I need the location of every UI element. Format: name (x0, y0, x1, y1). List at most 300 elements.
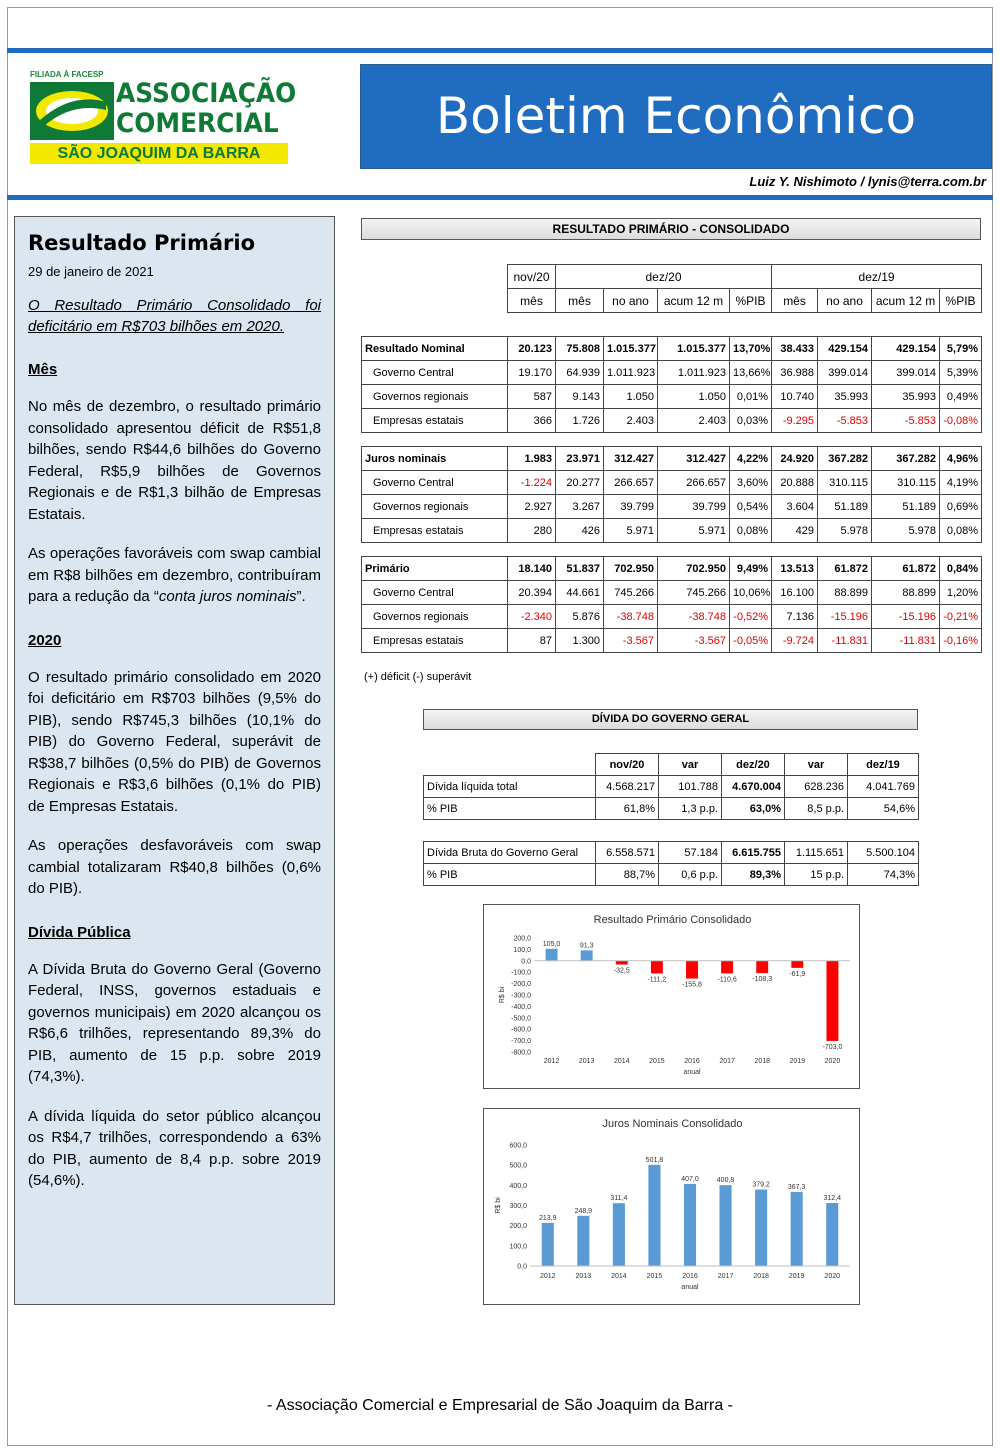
column-header: dez/20 (722, 754, 785, 776)
table-cell: 5.971 (658, 519, 730, 543)
table-cell: 0,08% (730, 519, 772, 543)
y-tick-label: 400,0 (509, 1182, 527, 1190)
period-header: nov/20 (508, 265, 556, 289)
column-header: mês (772, 289, 818, 313)
table-cell: 35.993 (872, 385, 940, 409)
row-label: Governo Central (362, 361, 508, 385)
table-cell: 20.394 (508, 581, 556, 605)
chart-bar (613, 1203, 625, 1266)
chart-bar (616, 961, 628, 965)
x-tick-label: 2015 (646, 1273, 663, 1280)
table-cell: 1.011.923 (658, 361, 730, 385)
chart-bar (546, 949, 558, 961)
table-cell: 15 p.p. (785, 864, 848, 886)
data-label: 248,9 (574, 1207, 593, 1215)
column-header: dez/19 (848, 754, 919, 776)
y-tick-label: 100,0 (513, 946, 531, 954)
table-cell: 1.050 (658, 385, 730, 409)
table-cell: 3.267 (556, 495, 604, 519)
table-cell: -3.567 (658, 629, 730, 653)
table-cell: 426 (556, 519, 604, 543)
y-tick-label: -400,0 (511, 1003, 531, 1011)
y-tick-label: -800,0 (511, 1049, 531, 1057)
year-paragraph-1: O resultado primário consolidado em 2020 foi deficitário em R$703 bilhões (9,5% do PIB), sendo R$745,3 bilhões (10,1% do PIB) do Governo Federal, superávit de R$38,7 bilhões (0,5% do PIB) de Governos Regionais e R$3,6 bilhões (0,1% do PIB) de Empresas Estatais. (28, 668, 321, 815)
table-cell: 75.808 (556, 337, 604, 361)
table-cell: 4.568.217 (596, 776, 659, 798)
y-tick-label: -100,0 (511, 969, 531, 977)
x-tick-label: 2020 (824, 1273, 841, 1280)
table-cell: 745.266 (658, 581, 730, 605)
y-tick-label: 0,0 (517, 1263, 527, 1271)
sidebar-title: Resultado Primário (28, 231, 256, 255)
table-cell: 20.123 (508, 337, 556, 361)
table-cell: 23.971 (556, 447, 604, 471)
table-cell: 57.184 (659, 842, 722, 864)
row-label: Empresas estatais (362, 409, 508, 433)
year-paragraph-2: As operações desfavoráveis com swap cambial totalizaram R$40,8 bilhões (0,6% do PIB). (28, 837, 321, 897)
table-cell: 20.888 (772, 471, 818, 495)
spacer-row (362, 313, 982, 337)
table-cell: -0,16% (940, 629, 982, 653)
table-cell: 54,6% (848, 798, 919, 820)
data-label: 311,4 (610, 1195, 628, 1203)
month-paragraph-2-text: As operações favoráveis com swap cambial em R$8 bilhões em dezembro, contribuíram para a redução da “ (28, 545, 321, 605)
table-cell: 4.670.004 (722, 776, 785, 798)
chart-bar (581, 950, 593, 960)
table-row (362, 361, 982, 385)
table-row (362, 605, 982, 629)
table-cell: 4,96% (940, 447, 982, 471)
header-top-bar (7, 48, 993, 53)
debt-header-row (424, 754, 919, 776)
table-cell: 89,3% (722, 864, 785, 886)
x-tick-label: 2018 (754, 1058, 771, 1065)
table-cell: 9.143 (556, 385, 604, 409)
table-row (362, 471, 982, 495)
month-paragraph-2-emphasis: conta juros nominais (158, 588, 297, 605)
table-cell: 1.015.377 (604, 337, 658, 361)
blank-cell (424, 754, 596, 776)
x-axis-label: anual (681, 1284, 699, 1291)
table-cell: 13,70% (730, 337, 772, 361)
result-period-header-row (362, 265, 982, 289)
x-tick-label: 2019 (788, 1273, 805, 1280)
table-cell: 4,22% (730, 447, 772, 471)
table-cell: 39.799 (604, 495, 658, 519)
table-cell: 35.993 (818, 385, 872, 409)
table-row (362, 385, 982, 409)
column-header: %PIB (940, 289, 982, 313)
spacer-row (362, 433, 982, 447)
table-cell: 1.300 (556, 629, 604, 653)
chart-bar (577, 1216, 589, 1266)
column-header: mês (508, 289, 556, 313)
table-cell: 13.513 (772, 557, 818, 581)
table-cell: 64.939 (556, 361, 604, 385)
debt-paragraph-1: A Dívida Bruta do Governo Geral (Governo Federal, INSS, governos estaduais e governos municipais) em 2020 alcançou os R$6,6 trilhões, representando 89,3% do PIB, aumento de 15 p.p. sobre 2019 (74,3%). (28, 960, 321, 1085)
y-tick-label: 500,0 (509, 1162, 527, 1170)
table-cell: 3.604 (772, 495, 818, 519)
table-cell: -9.295 (772, 409, 818, 433)
data-label: 501,8 (645, 1156, 664, 1164)
data-label: -61,9 (789, 970, 806, 978)
table-cell: 16.100 (772, 581, 818, 605)
column-header: %PIB (730, 289, 772, 313)
nominal-interest-chart (483, 1108, 860, 1305)
table-cell: 19.170 (508, 361, 556, 385)
y-tick-label: -700,0 (511, 1038, 531, 1046)
x-tick-label: 2012 (543, 1058, 560, 1065)
table-cell: 44.661 (556, 581, 604, 605)
table-cell: 310.115 (818, 471, 872, 495)
table-cell: 587 (508, 385, 556, 409)
table-cell: -11.831 (872, 629, 940, 653)
table-row (424, 776, 919, 798)
table-row (362, 557, 982, 581)
table-cell: 1.011.923 (604, 361, 658, 385)
table-cell: 367.282 (818, 447, 872, 471)
data-label: -110,6 (717, 976, 737, 984)
table-cell: 312.427 (658, 447, 730, 471)
x-tick-label: 2015 (649, 1058, 665, 1065)
table-cell: 5,39% (940, 361, 982, 385)
x-tick-label: 2017 (719, 1058, 735, 1065)
table-cell: 8,5 p.p. (785, 798, 848, 820)
row-label: Governo Central (362, 581, 508, 605)
table-cell: 702.950 (658, 557, 730, 581)
column-header: nov/20 (596, 754, 659, 776)
data-label: 407,0 (681, 1175, 699, 1183)
section-heading-year: 2020 (28, 631, 62, 649)
table-cell: 280 (508, 519, 556, 543)
spacer-cell (424, 820, 919, 842)
table-cell: 5,79% (940, 337, 982, 361)
chart-title: Resultado Primário Consolidado (593, 914, 752, 926)
result-column-header-row (362, 289, 982, 313)
table-cell: 745.266 (604, 581, 658, 605)
table-cell: 1.726 (556, 409, 604, 433)
table-cell: 628.236 (785, 776, 848, 798)
section-heading-debt: Dívida Pública (28, 923, 131, 941)
blank-cell (362, 265, 508, 289)
table-cell: -15.196 (872, 605, 940, 629)
table-cell: -0,21% (940, 605, 982, 629)
table-cell: 0,69% (940, 495, 982, 519)
table-cell: 39.799 (658, 495, 730, 519)
table-cell: -5.853 (818, 409, 872, 433)
logo-city: SÃO JOAQUIM DA BARRA (30, 143, 288, 164)
table-cell: 1.983 (508, 447, 556, 471)
table-cell: 101.788 (659, 776, 722, 798)
table-cell: 20.277 (556, 471, 604, 495)
table-row (362, 519, 982, 543)
table-cell: 6.558.571 (596, 842, 659, 864)
table-cell: 5.500.104 (848, 842, 919, 864)
table-cell: -1.224 (508, 471, 556, 495)
table-cell: 266.657 (604, 471, 658, 495)
y-tick-label: 200,0 (509, 1223, 527, 1231)
y-tick-label: -200,0 (511, 981, 531, 989)
table-row (362, 495, 982, 519)
x-tick-label: 2016 (684, 1058, 700, 1065)
x-tick-label: 2014 (613, 1058, 630, 1065)
spacer-cell (362, 433, 982, 447)
data-label: -111,2 (647, 976, 667, 984)
logo-line-2: COMERCIAL (116, 108, 279, 139)
header-bottom-bar (7, 195, 993, 200)
table-cell: 51.189 (818, 495, 872, 519)
table-cell: 399.014 (818, 361, 872, 385)
data-label: 91,3 (579, 942, 594, 950)
table-row (362, 581, 982, 605)
row-label: Governo Central (362, 471, 508, 495)
table-cell: -15.196 (818, 605, 872, 629)
chart-bar (684, 1184, 696, 1266)
column-header: var (785, 754, 848, 776)
author-line: Luiz Y. Nishimoto / lynis@terra.com.br (749, 174, 986, 189)
y-tick-label: 300,0 (509, 1203, 527, 1210)
chart-bar (721, 961, 733, 974)
table-row (362, 337, 982, 361)
table-cell: 0,03% (730, 409, 772, 433)
row-label: % PIB (424, 864, 596, 886)
table-cell: 88.899 (818, 581, 872, 605)
chart-bar (686, 961, 698, 979)
chart-bar (542, 1223, 554, 1266)
table-cell: 399.014 (872, 361, 940, 385)
table-cell: 61,8% (596, 798, 659, 820)
table-cell: 6.615.755 (722, 842, 785, 864)
table-cell: 0,54% (730, 495, 772, 519)
table-cell: -38.748 (658, 605, 730, 629)
table-cell: -0,05% (730, 629, 772, 653)
x-tick-label: 2013 (578, 1058, 595, 1065)
table-cell: 1,20% (940, 581, 982, 605)
table-cell: 266.657 (658, 471, 730, 495)
table-cell: 367.282 (872, 447, 940, 471)
row-label: Primário (362, 557, 508, 581)
association-logo (30, 70, 297, 166)
table-cell: -5.853 (872, 409, 940, 433)
x-tick-label: 2016 (682, 1273, 698, 1280)
table-cell: 10,06% (730, 581, 772, 605)
x-tick-label: 2013 (575, 1273, 592, 1280)
table-cell: 702.950 (604, 557, 658, 581)
sidebar-date: 29 de janeiro de 2021 (28, 264, 154, 279)
table-cell: 87 (508, 629, 556, 653)
x-tick-label: 2012 (539, 1273, 556, 1280)
table-cell: 5.978 (872, 519, 940, 543)
y-tick-label: 100,0 (509, 1243, 527, 1251)
table-row (424, 864, 919, 886)
table-cell: 2.403 (604, 409, 658, 433)
x-tick-label: 2014 (611, 1273, 627, 1280)
table-cell: 51.189 (872, 495, 940, 519)
y-tick-label: 200,0 (513, 935, 531, 943)
table-cell: 5.978 (818, 519, 872, 543)
table-cell: 312.427 (604, 447, 658, 471)
chart-bar (791, 1192, 803, 1266)
table-cell: -2.340 (508, 605, 556, 629)
chart-bar (755, 1190, 767, 1266)
table-cell: 0,84% (940, 557, 982, 581)
data-label: 367,3 (787, 1183, 806, 1191)
sidebar-lead: O Resultado Primário Consolidado foi deficitário em R$703 bilhões em 2020. (28, 297, 321, 335)
x-tick-label: 2018 (753, 1273, 769, 1280)
column-header: acum 12 m (872, 289, 940, 313)
page-footer: - Associação Comercial e Empresarial de São Joaquim da Barra - (267, 1397, 733, 1414)
table-cell: 0,01% (730, 385, 772, 409)
table-cell: 1.115.651 (785, 842, 848, 864)
table-cell: 4.041.769 (848, 776, 919, 798)
table-cell: 88,7% (596, 864, 659, 886)
result-table (361, 264, 982, 653)
x-tick-label: 2019 (789, 1058, 806, 1065)
y-tick-label: -500,0 (511, 1015, 531, 1023)
primary-result-chart (483, 904, 860, 1089)
table-row (424, 798, 919, 820)
table-cell: 7.136 (772, 605, 818, 629)
table-cell: 310.115 (872, 471, 940, 495)
spacer-cell (362, 543, 982, 557)
table-row (362, 447, 982, 471)
row-label: Governos regionais (362, 385, 508, 409)
table-cell: 0,49% (940, 385, 982, 409)
table-row (424, 842, 919, 864)
table-cell: -3.567 (604, 629, 658, 653)
table-cell: 1.015.377 (658, 337, 730, 361)
page-title: Boletim Econômico (435, 87, 917, 145)
chart-bar (826, 1203, 838, 1266)
chart-bar (756, 961, 768, 973)
table-cell: 38.433 (772, 337, 818, 361)
primary-result-chart-svg (484, 905, 861, 1090)
title-banner (360, 64, 992, 169)
table-cell: 429 (772, 519, 818, 543)
row-label: % PIB (424, 798, 596, 820)
month-paragraph-1: No mês de dezembro, o resultado primário consolidado apresentou déficit de R$51,8 bilhões, sendo R$44,6 bilhões do Governo Federal, R$5,9 bilhões de Governos Regionais e de R$1,3 bilhão de Empresas Estatais. (28, 398, 321, 523)
table-cell: 429.154 (872, 337, 940, 361)
table-cell: 88.899 (872, 581, 940, 605)
table-cell: 0,6 p.p. (659, 864, 722, 886)
column-header: var (659, 754, 722, 776)
row-label: Resultado Nominal (362, 337, 508, 361)
table-cell: 13,66% (730, 361, 772, 385)
data-label: 213,9 (539, 1214, 557, 1222)
table-cell: -38.748 (604, 605, 658, 629)
blank-cell (362, 289, 508, 313)
chart-bar (720, 1185, 732, 1266)
table-cell: 10.740 (772, 385, 818, 409)
chart-bar (648, 1165, 660, 1266)
period-header: dez/19 (772, 265, 982, 289)
spacer-cell (362, 313, 982, 337)
table-cell: 74,3% (848, 864, 919, 886)
logo-mark-icon (30, 82, 114, 140)
y-tick-label: -300,0 (511, 992, 531, 1000)
debt-paragraph-2: A dívida líquida do setor público alcançou os R$4,7 trilhões, correspondendo a 63% do PIB, aumento de 8,4 p.p. sobre 2019 (54,6%). (28, 1107, 321, 1189)
table-cell: 18.140 (508, 557, 556, 581)
chart-bar (826, 961, 838, 1041)
section-heading-month: Mês (28, 361, 58, 378)
summary-sidebar (14, 216, 335, 1305)
y-tick-label: 0,0 (521, 958, 531, 966)
spacer-row (362, 543, 982, 557)
table-cell: -0,52% (730, 605, 772, 629)
table-cell: 429.154 (818, 337, 872, 361)
row-label: Juros nominais (362, 447, 508, 471)
debt-table (423, 753, 919, 886)
table-cell: 2.927 (508, 495, 556, 519)
data-label: 400,8 (716, 1177, 735, 1185)
table-cell: 9,49% (730, 557, 772, 581)
row-label: Governos regionais (362, 495, 508, 519)
table-cell: 51.837 (556, 557, 604, 581)
table-cell: -0,08% (940, 409, 982, 433)
logo-line-1: ASSOCIAÇÃO (116, 78, 297, 109)
y-axis-label: R$ bi (495, 1197, 502, 1214)
row-label: Empresas estatais (362, 519, 508, 543)
y-axis-label: R$ bi (499, 986, 506, 1004)
row-label: Governos regionais (362, 605, 508, 629)
table-cell: 0,08% (940, 519, 982, 543)
table-row (362, 629, 982, 653)
result-table-title: RESULTADO PRIMÁRIO - CONSOLIDADO (361, 218, 981, 240)
logo-caption: FILIADA À FACESP (30, 70, 104, 79)
table-cell: 24.920 (772, 447, 818, 471)
table-cell: 366 (508, 409, 556, 433)
table-cell: 3,60% (730, 471, 772, 495)
data-label: -703,0 (822, 1043, 843, 1051)
table-cell: -9.724 (772, 629, 818, 653)
data-label: -108,3 (752, 976, 773, 984)
table-cell: 4,19% (940, 471, 982, 495)
table-cell: 61.872 (818, 557, 872, 581)
month-paragraph-2 (28, 543, 321, 608)
chart-title: Juros Nominais Consolidado (602, 1118, 743, 1130)
row-label: Empresas estatais (362, 629, 508, 653)
period-header: dez/20 (556, 265, 772, 289)
table-cell: 61.872 (872, 557, 940, 581)
x-tick-label: 2020 (824, 1058, 841, 1065)
column-header: no ano (818, 289, 872, 313)
data-label: -155,8 (682, 981, 702, 989)
table-cell: 36.988 (772, 361, 818, 385)
table-cell: 1.050 (604, 385, 658, 409)
table-cell: -11.831 (818, 629, 872, 653)
column-header: mês (556, 289, 604, 313)
month-paragraph-2-end: ”. (296, 588, 306, 605)
x-tick-label: 2017 (717, 1273, 734, 1280)
table-cell: 1,3 p.p. (659, 798, 722, 820)
y-tick-label: 600,0 (509, 1142, 527, 1150)
column-header: acum 12 m (658, 289, 730, 313)
debt-table-title: DÍVIDA DO GOVERNO GERAL (423, 709, 918, 730)
data-label: 312,4 (823, 1194, 841, 1202)
data-label: 105,0 (542, 940, 561, 948)
table-cell: 2.403 (658, 409, 730, 433)
row-label: Dívida líquida total (424, 776, 596, 798)
table-row (362, 409, 982, 433)
chart-bar (791, 961, 803, 968)
data-label: 379,2 (752, 1181, 770, 1189)
spacer-row (424, 820, 919, 842)
x-axis-label: anual (683, 1069, 701, 1076)
sign-legend-note: (+) déficit (-) superávit (364, 671, 472, 683)
data-label: -32,5 (613, 967, 630, 975)
row-label: Dívida Bruta do Governo Geral (424, 842, 596, 864)
nominal-interest-chart-svg (484, 1109, 861, 1306)
